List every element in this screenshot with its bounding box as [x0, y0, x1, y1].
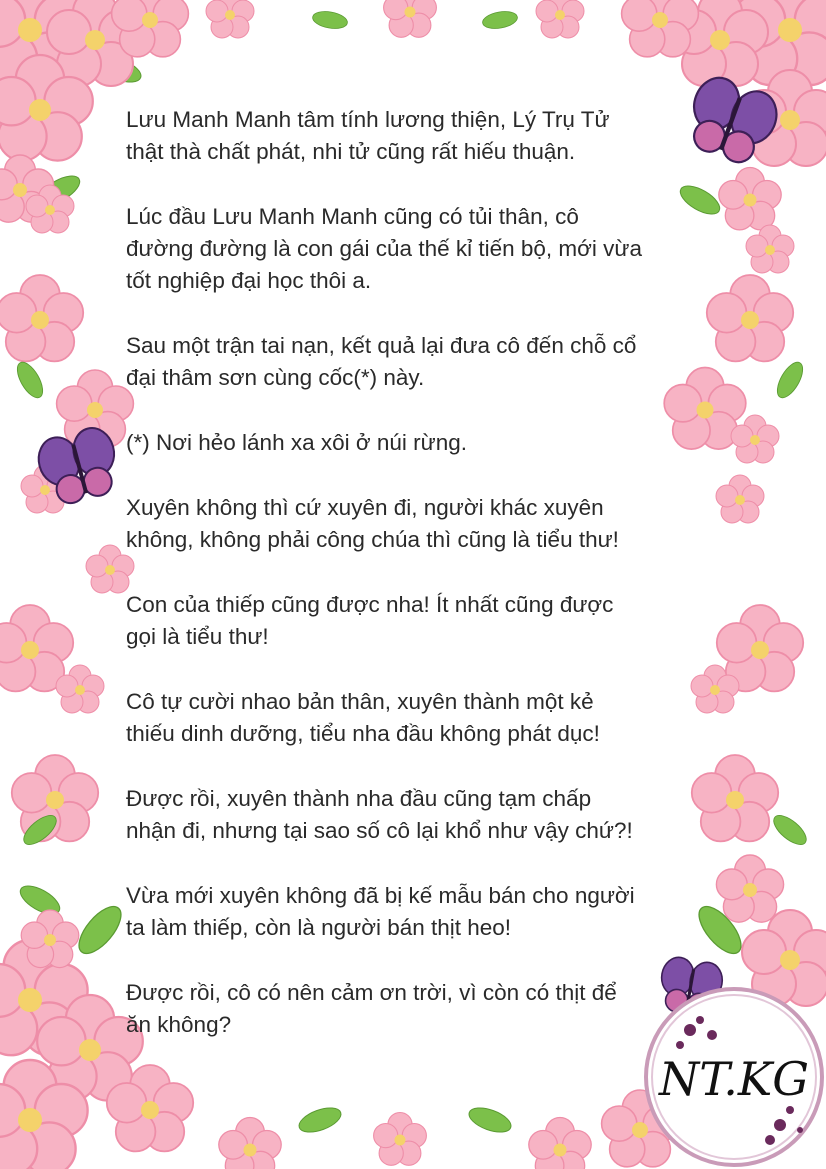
paragraph-4-footnote: (*) Nơi hẻo lánh xa xôi ở núi rừng.: [126, 430, 467, 455]
paragraph-1: Lưu Manh Manh tâm tính lương thiện, Lý Trụ Tử thật thà chất phát, nhi tử cũng rất hiếu thuận.: [126, 107, 610, 164]
paragraph-2: Lúc đầu Lưu Manh Manh cũng có tủi thân, cô đường đường là con gái của thế kỉ tiến bộ, mới vừa tốt nghiệp đại học thôi a.: [126, 204, 642, 293]
paragraph-9: Vừa mới xuyên không đã bị kế mẫu bán cho người ta làm thiếp, còn là người bán thịt heo!: [126, 883, 635, 940]
flower-row-top: [206, 0, 584, 38]
paragraph-8: Được rồi, xuyên thành nha đầu cũng tạm chấp nhận đi, nhưng tại sao số cô lại khổ như vậy chứ?!: [126, 786, 633, 843]
paragraph-6: Con của thiếp cũng được nha! Ít nhất cũng được gọi là tiểu thư!: [126, 592, 614, 649]
paragraph-10: Được rồi, cô có nên cảm ơn trời, vì còn có thịt để ăn không?: [126, 980, 617, 1037]
paragraph-3: Sau một trận tai nạn, kết quả lại đưa cô đến chỗ cổ đại thâm sơn cùng cốc(*) này.: [126, 333, 637, 390]
story-text-column: [126, 104, 706, 1074]
paragraph-7: Cô tự cười nhao bản thân, xuyên thành một kẻ thiếu dinh dưỡng, tiểu nha đầu không phát dục!: [126, 689, 600, 746]
flower-row-bottom: [219, 1103, 591, 1169]
flower-column-left: [0, 275, 134, 850]
paragraph-5: Xuyên không thì cứ xuyên đi, người khác xuyên không, không phải công chúa thì cũng là tiểu thư!: [126, 495, 619, 552]
watermark-logo-text: NT.KG: [659, 1052, 809, 1106]
